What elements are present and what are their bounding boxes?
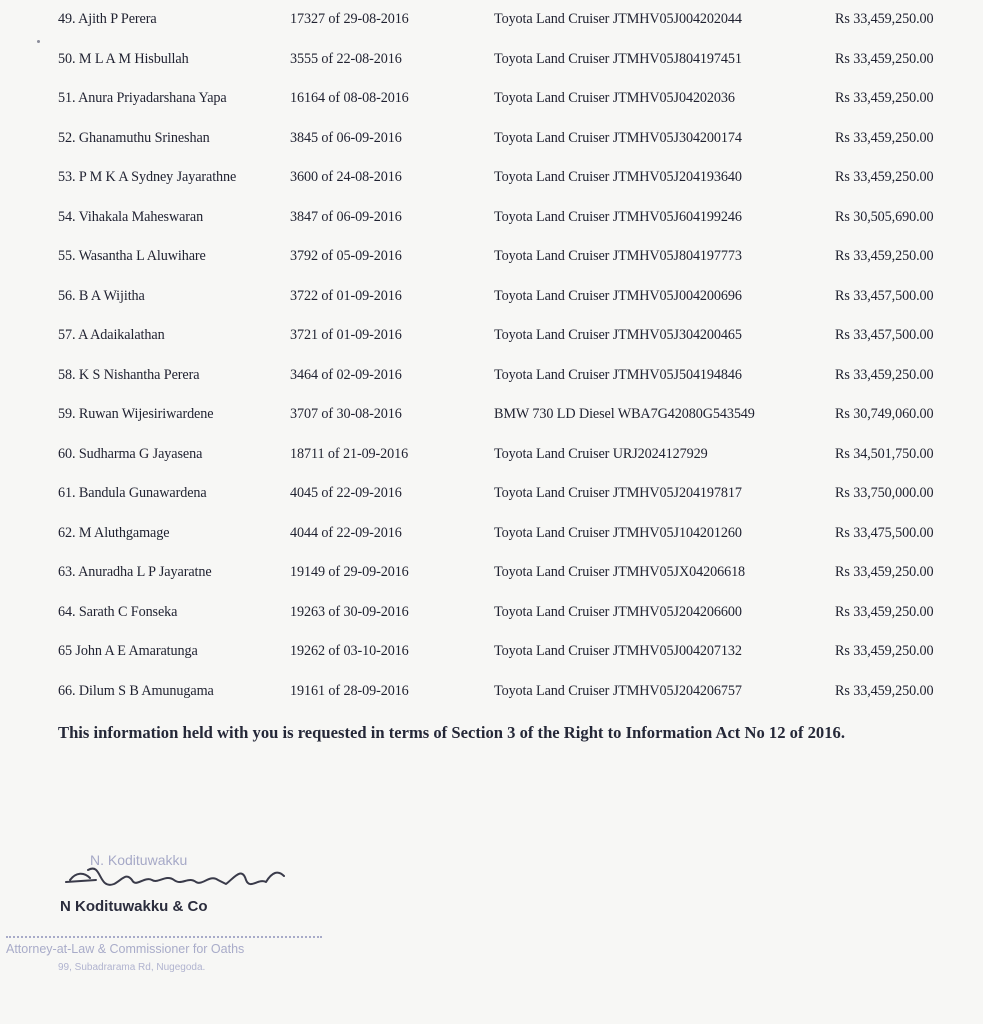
record-vehicle: Toyota Land Cruiser JTMHV05JX04206618 xyxy=(494,564,746,581)
stamp-title: Attorney-at-Law & Commissioner for Oaths xyxy=(6,942,245,956)
table-row xyxy=(58,474,975,514)
record-value: Rs 33,457,500.00 xyxy=(835,287,934,304)
record-vehicle: Toyota Land Cruiser JTMHV05J204206757 xyxy=(494,682,742,699)
record-vehicle: Toyota Land Cruiser JTMHV05J204193640 xyxy=(494,169,742,186)
record-reference: 3721 of 01-09-2016 xyxy=(290,327,402,344)
record-reference: 18711 of 21-09-2016 xyxy=(290,445,409,462)
record-value: Rs 33,459,250.00 xyxy=(835,603,934,620)
record-value: Rs 33,459,250.00 xyxy=(835,248,934,265)
table-row xyxy=(58,356,975,396)
record-value: Rs 33,459,250.00 xyxy=(835,50,934,67)
record-value: Rs 33,459,250.00 xyxy=(835,682,934,699)
record-reference: 19161 of 28-09-2016 xyxy=(290,682,409,699)
record-vehicle: BMW 730 LD Diesel WBA7G42080G543549 xyxy=(494,406,755,423)
record-reference: 17327 of 29-08-2016 xyxy=(290,11,409,28)
paper-speck xyxy=(37,40,40,43)
record-name: 54. Vihakala Maheswaran xyxy=(58,208,204,225)
record-reference: 4044 of 22-09-2016 xyxy=(290,524,402,541)
record-reference: 3464 of 02-09-2016 xyxy=(290,366,402,383)
firm-name: N Kodituwakku & Co xyxy=(60,898,208,915)
record-value: Rs 30,505,690.00 xyxy=(835,208,934,225)
record-value: Rs 33,750,000.00 xyxy=(835,485,934,502)
record-name: 65 John A E Amaratunga xyxy=(58,643,198,660)
record-name: 57. A Adaikalathan xyxy=(58,327,165,344)
record-vehicle: Toyota Land Cruiser JTMHV05J004207132 xyxy=(494,643,742,660)
table-row xyxy=(58,593,975,633)
record-name: 60. Sudharma G Jayasena xyxy=(58,445,203,462)
record-reference: 3847 of 06-09-2016 xyxy=(290,208,402,225)
record-name: 62. M Aluthgamage xyxy=(58,524,170,541)
record-value: Rs 33,459,250.00 xyxy=(835,169,934,186)
record-value: Rs 34,501,750.00 xyxy=(835,445,934,462)
table-row xyxy=(58,158,975,198)
record-value: Rs 33,459,250.00 xyxy=(835,129,934,146)
table-row xyxy=(58,40,975,80)
record-reference: 3707 of 30-08-2016 xyxy=(290,406,402,423)
record-name: 58. K S Nishantha Perera xyxy=(58,366,200,383)
record-name: 49. Ajith P Perera xyxy=(58,11,157,28)
table-row xyxy=(58,198,975,238)
record-reference: 3600 of 24-08-2016 xyxy=(290,169,402,186)
record-reference: 19149 of 29-09-2016 xyxy=(290,564,409,581)
record-value: Rs 33,459,250.00 xyxy=(835,366,934,383)
record-value: Rs 33,459,250.00 xyxy=(835,11,934,28)
table-row xyxy=(58,316,975,356)
table-row xyxy=(58,119,975,159)
record-reference: 19262 of 03-10-2016 xyxy=(290,643,409,660)
record-vehicle: Toyota Land Cruiser JTMHV05J04202036 xyxy=(494,90,735,107)
record-value: Rs 33,475,500.00 xyxy=(835,524,934,541)
table-row xyxy=(58,395,975,435)
record-vehicle: Toyota Land Cruiser JTMHV05J204197817 xyxy=(494,485,742,502)
table-row xyxy=(58,435,975,475)
record-value: Rs 33,459,250.00 xyxy=(835,643,934,660)
table-row xyxy=(58,237,975,277)
table-row xyxy=(58,632,975,672)
record-name: 64. Sarath C Fonseka xyxy=(58,603,178,620)
record-vehicle: Toyota Land Cruiser JTMHV05J304200465 xyxy=(494,327,742,344)
record-vehicle: Toyota Land Cruiser JTMHV05J004202044 xyxy=(494,11,742,28)
record-name: 63. Anuradha L P Jayaratne xyxy=(58,564,212,581)
record-name: 50. M L A M Hisbullah xyxy=(58,50,189,67)
table-row xyxy=(58,0,975,40)
record-reference: 3792 of 05-09-2016 xyxy=(290,248,402,265)
record-vehicle: Toyota Land Cruiser JTMHV05J304200174 xyxy=(494,129,742,146)
table-row xyxy=(58,553,975,593)
stamp-dotted-line xyxy=(6,936,322,938)
record-vehicle: Toyota Land Cruiser JTMHV05J604199246 xyxy=(494,208,742,225)
request-paragraph: This information held with you is requested in terms of Section 3 of the Right to Information Act No 12 of 2016. xyxy=(58,723,845,742)
signature-mark xyxy=(62,858,292,900)
record-vehicle: Toyota Land Cruiser JTMHV05J804197451 xyxy=(494,50,742,67)
record-name: 55. Wasantha L Aluwihare xyxy=(58,248,206,265)
record-vehicle: Toyota Land Cruiser JTMHV05J804197773 xyxy=(494,248,742,265)
vehicle-records-table xyxy=(58,0,975,711)
record-name: 51. Anura Priyadarshana Yapa xyxy=(58,90,227,107)
record-name: 66. Dilum S B Amunugama xyxy=(58,682,214,699)
record-reference: 4045 of 22-09-2016 xyxy=(290,485,402,502)
record-reference: 19263 of 30-09-2016 xyxy=(290,603,409,620)
table-row xyxy=(58,277,975,317)
record-reference: 3722 of 01-09-2016 xyxy=(290,287,402,304)
record-vehicle: Toyota Land Cruiser JTMHV05J204206600 xyxy=(494,603,742,620)
record-name: 61. Bandula Gunawardena xyxy=(58,485,207,502)
record-reference: 16164 of 08-08-2016 xyxy=(290,90,409,107)
record-name: 59. Ruwan Wijesiriwardene xyxy=(58,406,214,423)
table-row xyxy=(58,79,975,119)
record-name: 53. P M K A Sydney Jayarathne xyxy=(58,169,237,186)
stamp-address: 99, Subadrarama Rd, Nugegoda. xyxy=(58,962,206,973)
table-row xyxy=(58,514,975,554)
record-vehicle: Toyota Land Cruiser URJ2024127929 xyxy=(494,445,708,462)
records-body xyxy=(58,0,975,711)
record-reference: 3845 of 06-09-2016 xyxy=(290,129,402,146)
table-row xyxy=(58,672,975,712)
stamp-name: N. Kodituwakku xyxy=(90,852,188,868)
record-value: Rs 33,459,250.00 xyxy=(835,564,934,581)
record-value: Rs 33,459,250.00 xyxy=(835,90,934,107)
record-vehicle: Toyota Land Cruiser JTMHV05J004200696 xyxy=(494,287,742,304)
record-value: Rs 33,457,500.00 xyxy=(835,327,934,344)
record-name: 52. Ghanamuthu Srineshan xyxy=(58,129,210,146)
record-vehicle: Toyota Land Cruiser JTMHV05J504194846 xyxy=(494,366,742,383)
record-reference: 3555 of 22-08-2016 xyxy=(290,50,402,67)
record-name: 56. B A Wijitha xyxy=(58,287,145,304)
record-value: Rs 30,749,060.00 xyxy=(835,406,934,423)
record-vehicle: Toyota Land Cruiser JTMHV05J104201260 xyxy=(494,524,742,541)
